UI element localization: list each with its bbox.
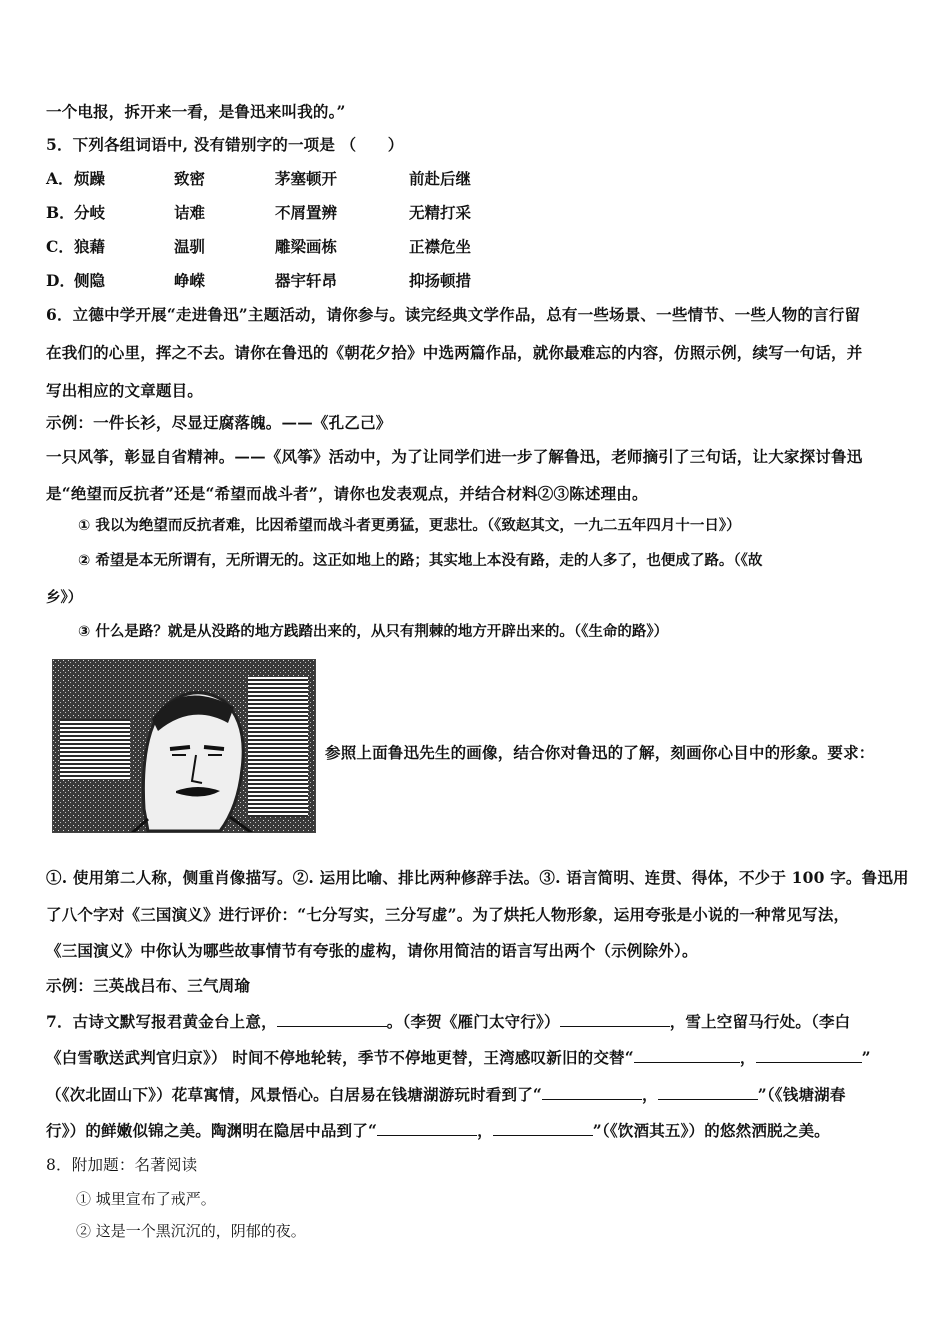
option-word: 抑扬顿措 bbox=[409, 271, 472, 290]
option-label: B． bbox=[46, 203, 75, 222]
question-6-line-3: 写出相应的文章题目。 bbox=[46, 381, 204, 400]
answer-blank[interactable] bbox=[542, 1083, 642, 1100]
answer-blank[interactable] bbox=[277, 1010, 387, 1027]
question-6-example: 示例：一件长衫，尽显迂腐落魄。——《孔乙己》 bbox=[46, 413, 392, 432]
answer-blank[interactable] bbox=[658, 1083, 758, 1100]
question-6-line-5: 一只风筝，彰显自省精神。——《风筝》活动中，为了让同学们进一步了解鲁迅，老师摘引了三句话，让大家探讨鲁迅 bbox=[46, 447, 863, 466]
option-word: 致密 bbox=[174, 169, 206, 188]
option-word: 器宇轩昂 bbox=[275, 271, 338, 290]
text: ”（《钱塘湖春 bbox=[757, 1085, 846, 1104]
answer-blank[interactable] bbox=[634, 1046, 740, 1063]
answer-blank[interactable] bbox=[493, 1119, 593, 1136]
option-word: 雕梁画栋 bbox=[275, 237, 338, 256]
text: ，雪上空留马行处。（李白 bbox=[669, 1012, 851, 1031]
text: 行》）的鲜嫩似锦之美。陶渊明在隐居中品到了“ bbox=[46, 1121, 378, 1140]
portrait-caption: 参照上面鲁迅先生的画像，结合你对鲁迅的了解，刻画你心目中的形象。要求： bbox=[325, 743, 875, 762]
option-word: 无精打采 bbox=[409, 203, 472, 222]
requirement-line-2: 了八个字对《三国演义》进行评价：“七分写实，三分写虚”。为了烘托人物形象，运用夸张是小说的一种常见写法， bbox=[46, 905, 850, 924]
question-7-line-1 bbox=[46, 1010, 908, 1033]
text: 7．古诗文默写报君黄金台上意， bbox=[46, 1012, 277, 1031]
text: ， bbox=[642, 1085, 658, 1104]
lu-xun-portrait-image bbox=[52, 659, 316, 833]
option-word: 诘难 bbox=[174, 203, 206, 222]
option-word: 温驯 bbox=[174, 237, 206, 256]
option-word: 狼藉 bbox=[74, 237, 106, 256]
text: ， bbox=[739, 1048, 756, 1067]
text: ” bbox=[861, 1048, 871, 1067]
question-8-stem: 8．附加题：名著阅读 bbox=[46, 1156, 198, 1174]
question-6-line-6: 是“绝望而反抗者”还是“希望而战斗者”，请你也发表观点，并结合材料②③陈述理由。 bbox=[46, 484, 648, 503]
option-word: 峥嵘 bbox=[174, 271, 206, 290]
option-label: A． bbox=[46, 169, 74, 188]
question-6-example-2: 示例：三英战吕布、三气周瑜 bbox=[46, 976, 251, 995]
text: ， bbox=[477, 1121, 493, 1140]
text: ”（《饮酒其五》）的悠然洒脱之美。 bbox=[592, 1121, 830, 1140]
option-word: 茅塞顿开 bbox=[275, 169, 338, 188]
material-quote-3: ③ 什么是路？就是从没路的地方践踏出来的，从只有荆棘的地方开辟出来的。（《生命的路》） bbox=[78, 624, 669, 640]
answer-blank[interactable] bbox=[377, 1119, 477, 1136]
reading-item-2: ② 这是一个黑沉沉的，阴郁的夜。 bbox=[76, 1222, 306, 1240]
question-7-line-4 bbox=[46, 1119, 908, 1142]
option-word: 烦躁 bbox=[74, 169, 106, 188]
material-quote-1: ① 我以为绝望而反抗者难，比因希望而战斗者更勇猛，更悲壮。（《致赵其文，一九二五年四月十一日》） bbox=[78, 518, 741, 534]
option-word: 分岐 bbox=[74, 203, 106, 222]
material-quote-2-cont: 乡》） bbox=[46, 590, 83, 606]
text: 《白雪歌送武判官归京》） 时间不停地轮转，季节不停地更替，王湾感叹新旧的交替“ bbox=[46, 1048, 634, 1067]
question-6-line-1: 6．立德中学开展“走进鲁迅”主题活动，请你参与。读完经典文学作品，总有一些场景、一些情节、一些人物的言行留 bbox=[46, 305, 861, 324]
option-word: 不屑置辨 bbox=[275, 203, 338, 222]
text-line-top: 一个电报，拆开来一看，是鲁迅来叫我的。” bbox=[46, 102, 346, 121]
text: 。（李贺《雁门太守行》） bbox=[386, 1012, 560, 1031]
requirement-line-1: ①. 使用第二人称，侧重肖像描写。②. 运用比喻、排比两种修辞手法。③. 语言简明、连贯、得体，不少于 100 字。鲁迅用 bbox=[46, 868, 909, 887]
question-6-line-2: 在我们的心里，挥之不去。请你在鲁迅的《朝花夕拾》中选两篇作品，就你最难忘的内容，仿照示例，续写一句话，并 bbox=[46, 343, 863, 362]
option-label: C． bbox=[46, 237, 74, 256]
option-word: 前赴后继 bbox=[409, 169, 472, 188]
text: （《次北固山下》）花草寓情，风景悟心。白居易在钱塘湖游玩时看到了“ bbox=[46, 1085, 543, 1104]
requirement-line-3: 《三国演义》中你认为哪些故事情节有夸张的虚构，请你用简洁的语言写出两个（示例除外）。 bbox=[46, 941, 698, 960]
reading-item-1: ① 城里宣布了戒严。 bbox=[76, 1190, 216, 1208]
option-label: D． bbox=[46, 271, 75, 290]
option-word: 正襟危坐 bbox=[409, 237, 472, 256]
answer-blank[interactable] bbox=[756, 1046, 862, 1063]
question-7-line-3 bbox=[46, 1083, 908, 1106]
material-quote-2: ② 希望是本无所谓有，无所谓无的。这正如地上的路；其实地上本没有路，走的人多了，也便成了路。（《故 bbox=[78, 553, 763, 569]
question-7-line-2 bbox=[46, 1046, 908, 1069]
answer-blank[interactable] bbox=[560, 1010, 670, 1027]
question-5-stem: 5．下列各组词语中, 没有错别字的一项是 （ ） bbox=[46, 135, 404, 154]
option-word: 侧隐 bbox=[74, 271, 106, 290]
